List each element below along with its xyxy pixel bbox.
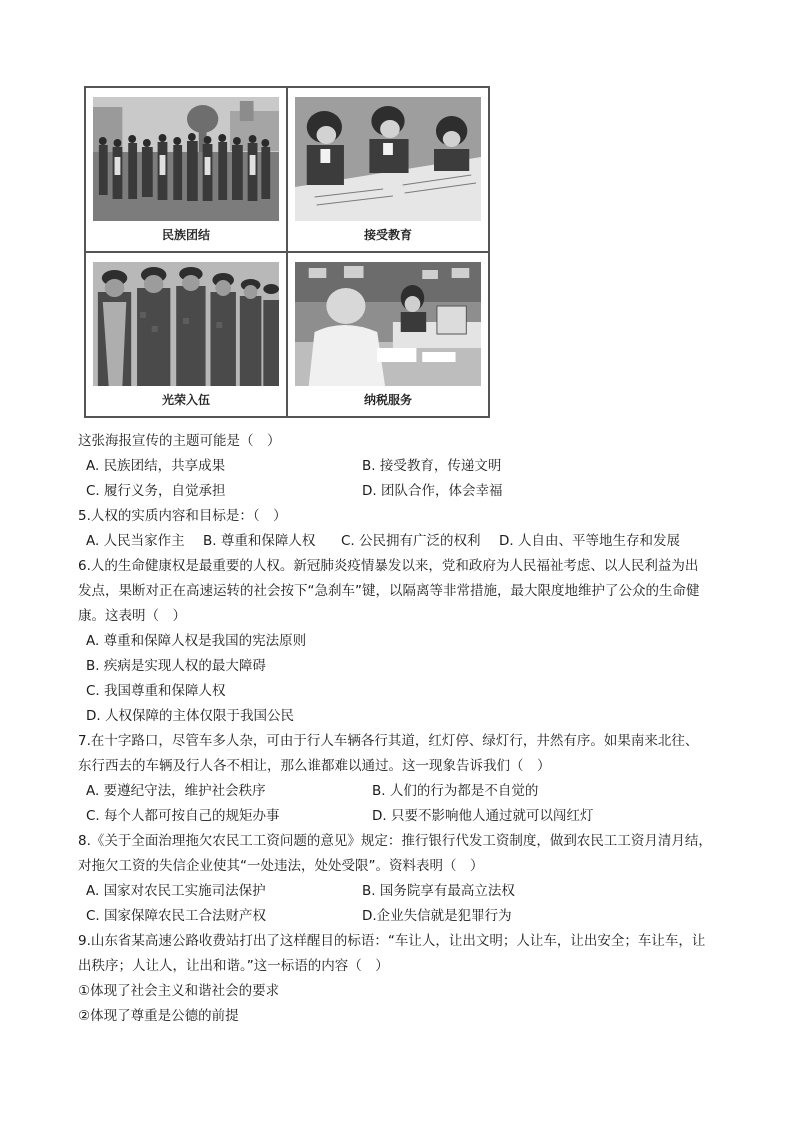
q7-option-a: A. 要遵纪守法，维护社会秩序 xyxy=(86,783,266,799)
q8-stem-line-2: 对拖欠工资的失信企业使其“一处违法，处处受限”。资料表明（ ） xyxy=(78,858,484,874)
poster-cell-ethnic-unity xyxy=(85,87,287,252)
caption-enlistment: 光荣入伍 xyxy=(161,393,210,407)
q7-stem-line-1: 7.在十字路口，尽管车多人杂，可由于行人车辆各行其道，红灯停、绿灯行，井然有序。如果南来北往、 xyxy=(78,733,699,749)
education-photo xyxy=(295,97,481,221)
q5-option-d: D. 人自由、平等地生存和发展 xyxy=(499,533,680,549)
q8-option-b: B. 国务院享有最高立法权 xyxy=(362,883,515,899)
q7-stem-line-2: 东行西去的车辆及行人各不相让，那么谁都难以通过。这一现象告诉我们（ ） xyxy=(78,758,551,774)
q6-stem-line-2: 发点，果断对正在高速运转的社会按下“急刹车”键，以隔离等非常措施，最大限度地维护了公众的生命健 xyxy=(78,583,700,599)
q8-option-a: A. 国家对农民工实施司法保护 xyxy=(86,883,266,899)
q5-stem: 5.人权的实质内容和目标是：（ ） xyxy=(78,508,287,524)
q5-option-a: A. 人民当家作主 xyxy=(86,533,185,549)
q6-option-d: D. 人权保障的主体仅限于我国公民 xyxy=(86,708,294,724)
q6-option-b: B. 疾病是实现人权的最大障碍 xyxy=(86,658,266,674)
q4-option-d: D. 团队合作，体会幸福 xyxy=(362,483,503,499)
q6-stem-line-3: 康。这表明（ ） xyxy=(78,608,186,624)
q9-stem-line-2: 出秩序；人让人，让出和谐。”这一标语的内容（ ） xyxy=(78,958,389,974)
q6-option-c: C. 我国尊重和保障人权 xyxy=(86,683,226,699)
parade-photo xyxy=(93,97,279,221)
q5-option-b: B. 尊重和保障人权 xyxy=(203,533,316,549)
poster-cell-tax-service xyxy=(287,252,489,417)
q4-option-a: A. 民族团结，共享成果 xyxy=(86,458,226,474)
tax-service-photo xyxy=(295,262,481,386)
q9-item-2: ②体现了尊重是公德的前提 xyxy=(78,1008,239,1024)
poster-cell-enlistment xyxy=(85,252,287,417)
poster-grid xyxy=(84,86,490,418)
q6-stem-line-1: 6.人的生命健康权是最重要的人权。新冠肺炎疫情暴发以来，党和政府为人民福祉考虑、以人民利益为出 xyxy=(78,558,699,574)
q7-option-c: C. 每个人都可按自己的规矩办事 xyxy=(86,808,280,824)
poster-cell-education xyxy=(287,87,489,252)
q8-option-c: C. 国家保障农民工合法财产权 xyxy=(86,908,267,924)
q9-stem-line-1: 9.山东省某高速公路收费站打出了这样醒目的标语：“车让人，让出文明；人让车，让出安全；车让车，让 xyxy=(78,933,706,949)
q4-option-b: B. 接受教育，传递文明 xyxy=(362,458,502,474)
q8-option-d: D.企业失信就是犯罪行为 xyxy=(362,908,512,924)
q4-option-c: C. 履行义务，自觉承担 xyxy=(86,483,226,499)
q9-item-1: ①体现了社会主义和谐社会的要求 xyxy=(78,983,280,999)
q5-option-c: C. 公民拥有广泛的权利 xyxy=(341,533,481,549)
q4-stem: 这张海报宣传的主题可能是（ ） xyxy=(78,433,281,449)
caption-education: 接受教育 xyxy=(363,228,412,242)
q7-option-b: B. 人们的行为都是不自觉的 xyxy=(372,783,539,799)
caption-tax-service: 纳税服务 xyxy=(363,393,412,407)
q7-option-d: D. 只要不影响他人通过就可以闯红灯 xyxy=(372,808,594,824)
q8-stem-line-1: 8.《关于全面治理拖欠农民工工资问题的意见》规定：推行银行代发工资制度，做到农民工工资月清月结， xyxy=(78,833,712,849)
q6-option-a: A. 尊重和保障人权是我国的宪法原则 xyxy=(86,633,307,649)
caption-ethnic-unity: 民族团结 xyxy=(161,228,210,242)
soldiers-photo xyxy=(93,262,279,386)
